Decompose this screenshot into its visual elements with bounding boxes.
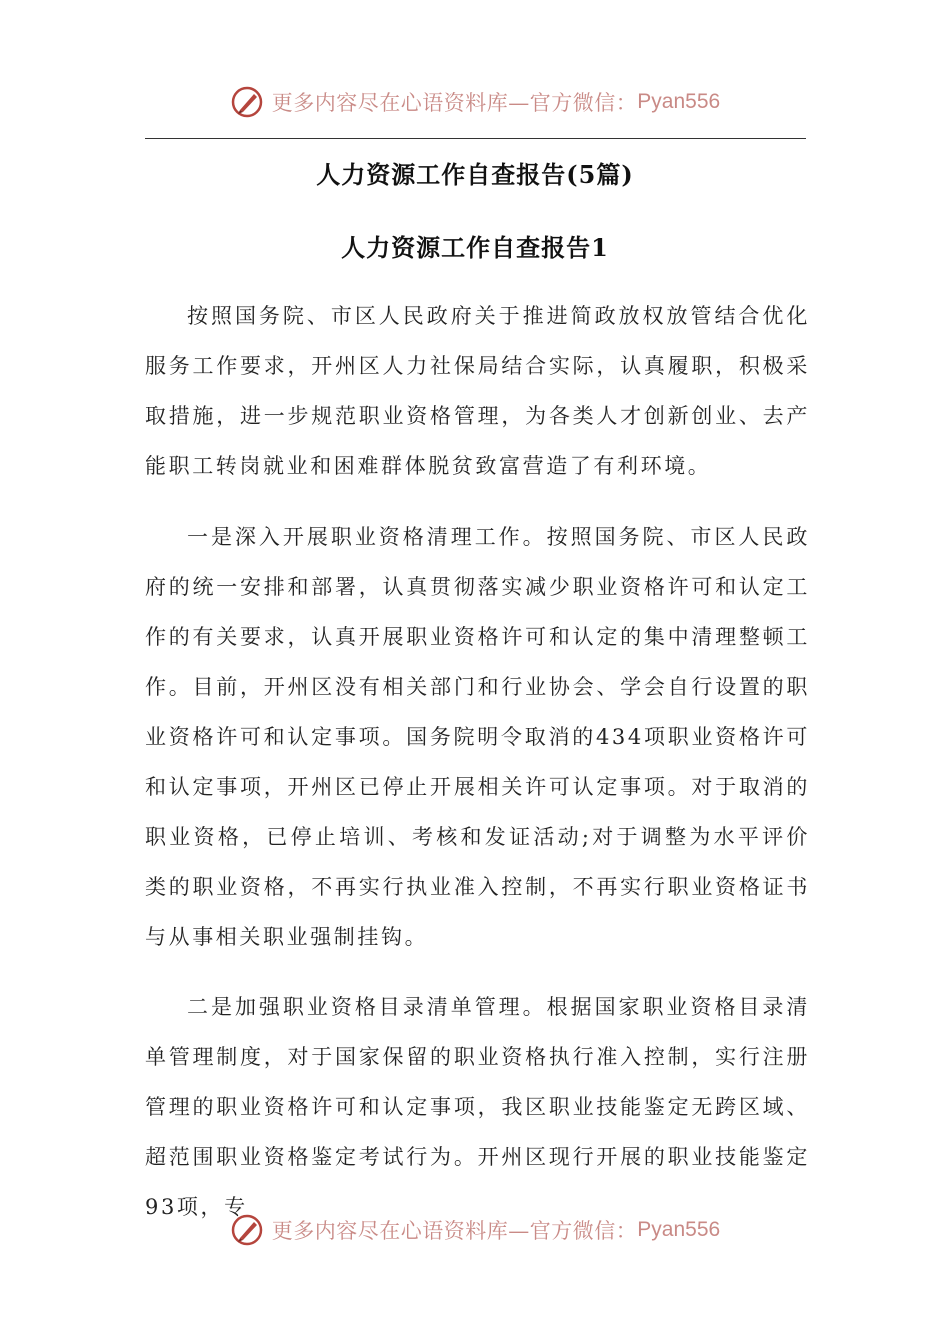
header-divider (145, 138, 806, 139)
paragraph-1: 按照国务院、市区人民政府关于推进简政放权放管结合优化服务工作要求，开州区人力社保局结合实际，认真履职，积极采取措施，进一步规范职业资格管理，为各类人才创新创业、去产能职工转岗就业和困难群体脱贫致富营造了有利环境。 (145, 304, 810, 478)
wechat-id: Pyan556 (637, 90, 721, 113)
section-title: 人力资源工作自查报告1 (341, 233, 609, 262)
paragraph-2: 一是深入开展职业资格清理工作。按照国务院、市区人民政府的统一安排和部署，认真贯彻落实减少职业资格许可和认定工作的有关要求，认真开展职业资格许可和认定的集中清理整顿工作。目前，开州区没有相关部门和行业协会、学会自行设置的职业资格许可和认定事项。国务院明令取消的434项职业资格许可和认定事项，开州区已停止开展相关许可认定事项。对于取消的职业资格，已停止培训、考核和发证活动;对于调整为水平评价类的职业资格，不再实行执业准入控制，不再实行职业资格证书与从事相关职业强制挂钩。 (145, 525, 810, 949)
document-title: 人力资源工作自查报告(5篇) (316, 160, 634, 189)
watermark-text: 更多内容尽在心语资料库—官方微信： (271, 91, 638, 115)
watermark-text: 更多内容尽在心语资料库—官方微信： (271, 1219, 638, 1243)
watermark-banner-bottom (0, 1210, 950, 1250)
pen-logo-icon (230, 85, 264, 119)
watermark-banner-top (0, 82, 950, 122)
wechat-id: Pyan556 (637, 1218, 721, 1241)
paragraph-3: 二是加强职业资格目录清单管理。根据国家职业资格目录清单管理制度，对于国家保留的职业资格执行准入控制，实行注册管理的职业资格许可和认定事项，我区职业技能鉴定无跨区域、超范围职业资格鉴定考试行为。开州区现行开展的职业技能鉴定93项，专 (145, 995, 810, 1219)
pen-logo-icon (230, 1213, 264, 1247)
